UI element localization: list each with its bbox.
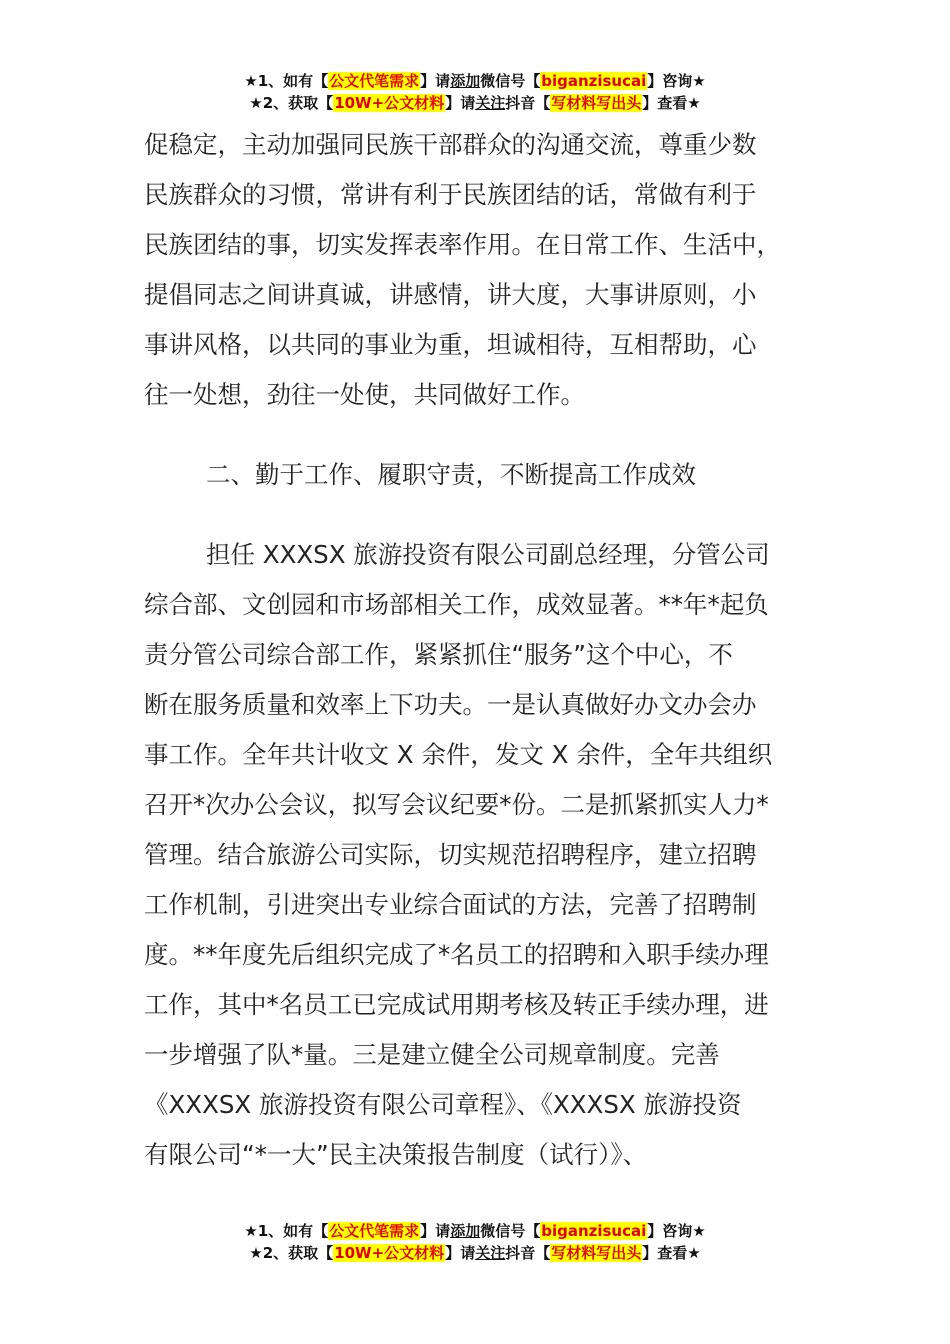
banner-line-2 — [0, 92, 950, 114]
banner-line-2-suffix: 】查看★ — [642, 94, 701, 112]
footer-banner — [0, 1220, 950, 1264]
banner-line-1-highlight-1: 公文代笔需求 — [329, 72, 420, 90]
paragraph-2-line: 有限公司“*一大”民主决策报告制度（试行）》、 — [144, 1140, 648, 1169]
banner-line-2-bold-word: 关注 — [475, 1244, 506, 1262]
banner-line-2-prefix: ★2、获取【 — [249, 94, 334, 112]
section-heading: 二、勤于工作、履职守责，不断提高工作成效 — [206, 460, 696, 489]
paragraph-2-line: 度。**年度先后组织完成了*名员工的招聘和入职手续办理 — [144, 940, 769, 969]
paragraph-1 — [144, 120, 806, 420]
banner-line-1-highlight-2: biganzisucai — [541, 72, 647, 90]
paragraph-2-line: 管理。结合旅游公司实际，切实规范招聘程序，建立招聘 — [144, 840, 757, 869]
banner-line-2-bold-word: 关注 — [475, 94, 506, 112]
banner-line-2 — [0, 1242, 950, 1264]
paragraph-2-line: 责分管公司综合部工作，紧紧抓住“服务”这个中心，不 — [144, 640, 733, 669]
banner-line-1-highlight-2: biganzisucai — [541, 1222, 647, 1240]
banner-line-1-suffix: 】咨询★ — [647, 1222, 706, 1240]
banner-line-1 — [0, 1220, 950, 1242]
paragraph-2-line: 综合部、文创园和市场部相关工作，成效显著。**年*起负 — [144, 590, 769, 619]
banner-line-2-mid-1: 】请 — [445, 1244, 476, 1262]
banner-line-2-mid-1: 】请 — [445, 94, 476, 112]
paragraph-1-line: 促稳定，主动加强同民族干部群众的沟通交流，尊重少数 — [144, 130, 757, 159]
paragraph-1-line: 往一处想，劲往一处使，共同做好工作。 — [144, 380, 585, 409]
banner-line-2-highlight-1: 10W+公文材料 — [334, 1244, 445, 1262]
banner-line-1-mid-2: 微信号【 — [480, 1222, 541, 1240]
paragraph-2-line: 一步增强了队*量。三是建立健全公司规章制度。完善 — [144, 1040, 720, 1069]
banner-line-1-mid-1: 】请 — [420, 1222, 451, 1240]
banner-line-1-mid-2: 微信号【 — [480, 72, 541, 90]
paragraph-2-line: 担任 XXXSX 旅游投资有限公司副总经理，分管公司 — [206, 540, 770, 569]
banner-line-2-highlight-1: 10W+公文材料 — [334, 94, 445, 112]
paragraph-1-line: 提倡同志之间讲真诚，讲感情，讲大度，大事讲原则，小 — [144, 280, 757, 309]
banner-line-1-highlight-1: 公文代笔需求 — [329, 1222, 420, 1240]
banner-line-1-prefix: ★1、如有【 — [244, 1222, 329, 1240]
banner-line-2-highlight-2: 写材料写出头 — [551, 94, 642, 112]
paragraph-1-line: 民族群众的习惯，常讲有利于民族团结的话，常做有利于 — [144, 180, 757, 209]
paragraph-2-line: 事工作。全年共计收文 X 余件，发文 X 余件，全年共组织 — [144, 740, 773, 769]
banner-line-1-bold-word: 添加 — [450, 72, 481, 90]
header-banner — [0, 70, 950, 114]
banner-line-2-prefix: ★2、获取【 — [249, 1244, 334, 1262]
paragraph-2-line: 《XXXSX 旅游投资有限公司章程》、《XXXSX 旅游投资 — [144, 1090, 742, 1119]
paragraph-2 — [144, 530, 806, 1180]
banner-line-1-suffix: 】咨询★ — [647, 72, 706, 90]
banner-line-1 — [0, 70, 950, 92]
banner-line-1-prefix: ★1、如有【 — [244, 72, 329, 90]
banner-line-1-mid-1: 】请 — [420, 72, 451, 90]
banner-line-2-mid-2: 抖音【 — [505, 94, 551, 112]
banner-line-2-highlight-2: 写材料写出头 — [551, 1244, 642, 1262]
paragraph-2-line: 召开*次办公会议，拟写会议纪要*份。二是抓紧抓实人力* — [144, 790, 769, 819]
paragraph-1-line: 民族团结的事，切实发挥表率作用。在日常工作、生活中， — [144, 230, 781, 259]
document-body — [144, 120, 806, 1180]
banner-line-2-suffix: 】查看★ — [642, 1244, 701, 1262]
paragraph-2-line: 工作，其中*名员工已完成试用期考核及转正手续办理，进 — [144, 990, 769, 1019]
banner-line-1-bold-word: 添加 — [450, 1222, 481, 1240]
paragraph-2-line: 断在服务质量和效率上下功夫。一是认真做好办文办会办 — [144, 690, 757, 719]
banner-line-2-mid-2: 抖音【 — [505, 1244, 551, 1262]
paragraph-1-line: 事讲风格，以共同的事业为重，坦诚相待，互相帮助，心 — [144, 330, 757, 359]
paragraph-2-line: 工作机制，引进突出专业综合面试的方法，完善了招聘制 — [144, 890, 757, 919]
